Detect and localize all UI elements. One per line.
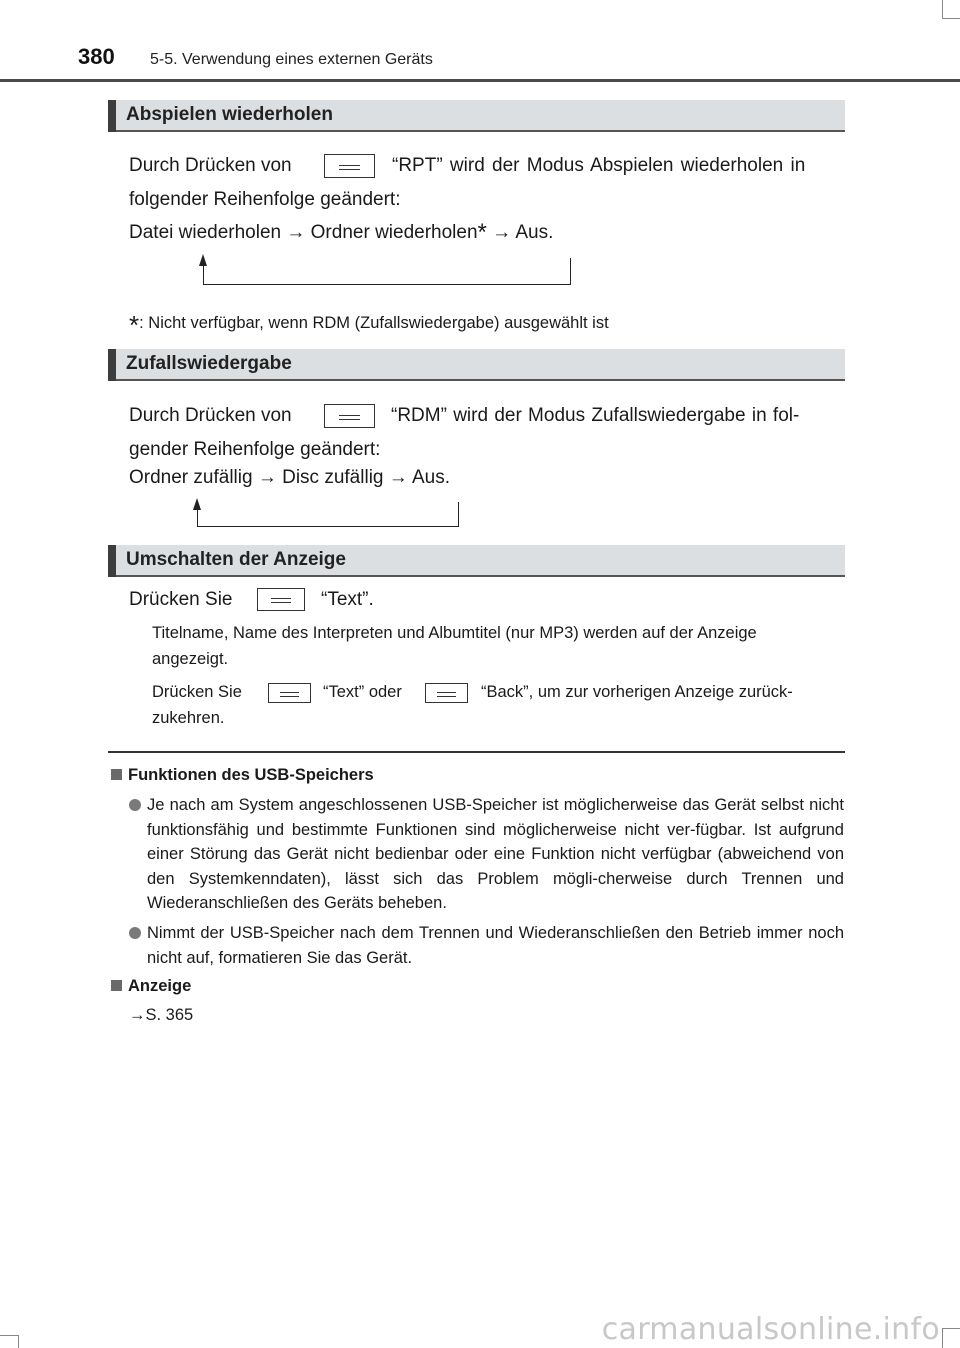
section-heading-random bbox=[108, 349, 845, 381]
display-sub1-line2: angezeigt. bbox=[152, 650, 229, 668]
rdm-key-icon bbox=[324, 404, 375, 428]
text-key-icon bbox=[257, 588, 305, 611]
header-title: 5-5. Verwendung eines externen Geräts bbox=[150, 51, 433, 68]
crop-mark bbox=[942, 18, 960, 19]
random-line1-post: “RDM” wird der Modus Zufallswiedergabe in fol- bbox=[391, 405, 800, 426]
rpt-key-icon bbox=[324, 154, 375, 178]
square-bullet-icon bbox=[111, 980, 122, 991]
crop-mark bbox=[942, 1328, 960, 1329]
crop-mark bbox=[942, 1328, 943, 1348]
repeat-line3-pre: Datei wiederholen → Ordner wiederholen bbox=[129, 222, 478, 243]
loop-arrow-repeat bbox=[203, 258, 571, 285]
loop-arrow-head-icon bbox=[199, 254, 207, 266]
section-heading-label: Abspielen wiederholen bbox=[126, 104, 333, 125]
section-heading-display bbox=[108, 545, 845, 577]
repeat-line3-post: → Aus. bbox=[492, 222, 554, 243]
display-sub1-line1: Titelname, Name des Interpreten und Albumtitel (nur MP3) werden auf der Anzeige bbox=[152, 624, 757, 642]
round-bullet-icon bbox=[129, 927, 141, 939]
display-line1-pre: Drücken Sie bbox=[129, 589, 233, 610]
round-bullet-icon bbox=[129, 799, 141, 811]
text-key-small-icon bbox=[268, 683, 311, 703]
display-note-heading bbox=[111, 977, 191, 996]
page-number: 380 bbox=[78, 44, 115, 69]
random-line3: Ordner zufällig → Disc zufällig → Aus. bbox=[129, 467, 451, 488]
random-line2: gender Reihenfolge geändert: bbox=[129, 439, 381, 460]
repeat-line1-post: “RPT” wird der Modus Abspielen wiederholen in bbox=[392, 155, 806, 176]
section-marker bbox=[108, 100, 116, 132]
repeat-line2: folgender Reihenfolge geändert: bbox=[129, 189, 401, 210]
loop-arrow-random bbox=[197, 502, 459, 527]
watermark: carmanualsonline.info bbox=[601, 1312, 940, 1347]
back-key-icon bbox=[425, 683, 468, 703]
usb-bullet-2: Nimmt der USB-Speicher nach dem Trennen und Wiederanschließen den Betrieb immer noch nicht auf, formatieren Sie das Gerät. bbox=[147, 924, 844, 967]
crop-mark bbox=[942, 0, 943, 18]
usb-bullet-1: Je nach am System angeschlossenen USB-Speicher ist möglicherweise das Gerät selbst nicht funktionsfähig und bestimmte Funktionen sind möglicherweise nicht ver-fügbar. Ist aufgrund einer Störung das Gerät nicht bedienbar oder eine Funktion nicht verfügbar (abweichend von den Systemkenndaten), lässt sich das Problem mögli-cherweise durch Trennen und Wiederanschließen des Geräts beheben. bbox=[147, 796, 844, 912]
display-note-reference: →S. 365 bbox=[129, 1006, 194, 1024]
section-divider bbox=[108, 751, 845, 753]
display-line1-post: “Text”. bbox=[321, 589, 374, 610]
display-sub2-pre: Drücken Sie bbox=[152, 683, 242, 701]
display-note-heading-label: Anzeige bbox=[128, 977, 192, 995]
repeat-footnote bbox=[129, 310, 609, 341]
section-marker bbox=[108, 545, 116, 577]
loop-arrow-head-icon bbox=[193, 498, 201, 510]
square-bullet-icon bbox=[111, 769, 122, 780]
header-rule bbox=[0, 79, 960, 82]
footnote-asterisk: * bbox=[129, 310, 140, 340]
asterisk-marker: * bbox=[477, 219, 487, 246]
usb-note-heading-label: Funktionen des USB-Speichers bbox=[128, 766, 374, 784]
section-heading-label: Umschalten der Anzeige bbox=[126, 549, 346, 570]
display-sub2-mid: “Text” oder bbox=[323, 683, 402, 701]
repeat-line1-pre: Durch Drücken von bbox=[129, 155, 292, 176]
usb-note-heading bbox=[111, 766, 374, 785]
section-marker bbox=[108, 349, 116, 381]
footnote-text: : Nicht verfügbar, wenn RDM (Zufallswiedergabe) ausgewählt ist bbox=[139, 314, 609, 332]
section-heading-repeat bbox=[108, 100, 845, 132]
section-heading-label: Zufallswiedergabe bbox=[126, 353, 292, 374]
random-line1-pre: Durch Drücken von bbox=[129, 405, 292, 426]
display-sub2-post: “Back”, um zur vorherigen Anzeige zurück- bbox=[481, 683, 793, 701]
repeat-line3 bbox=[129, 219, 554, 246]
crop-mark bbox=[0, 1335, 18, 1336]
crop-mark bbox=[18, 1335, 19, 1348]
display-sub2-line2: zukehren. bbox=[152, 709, 225, 727]
